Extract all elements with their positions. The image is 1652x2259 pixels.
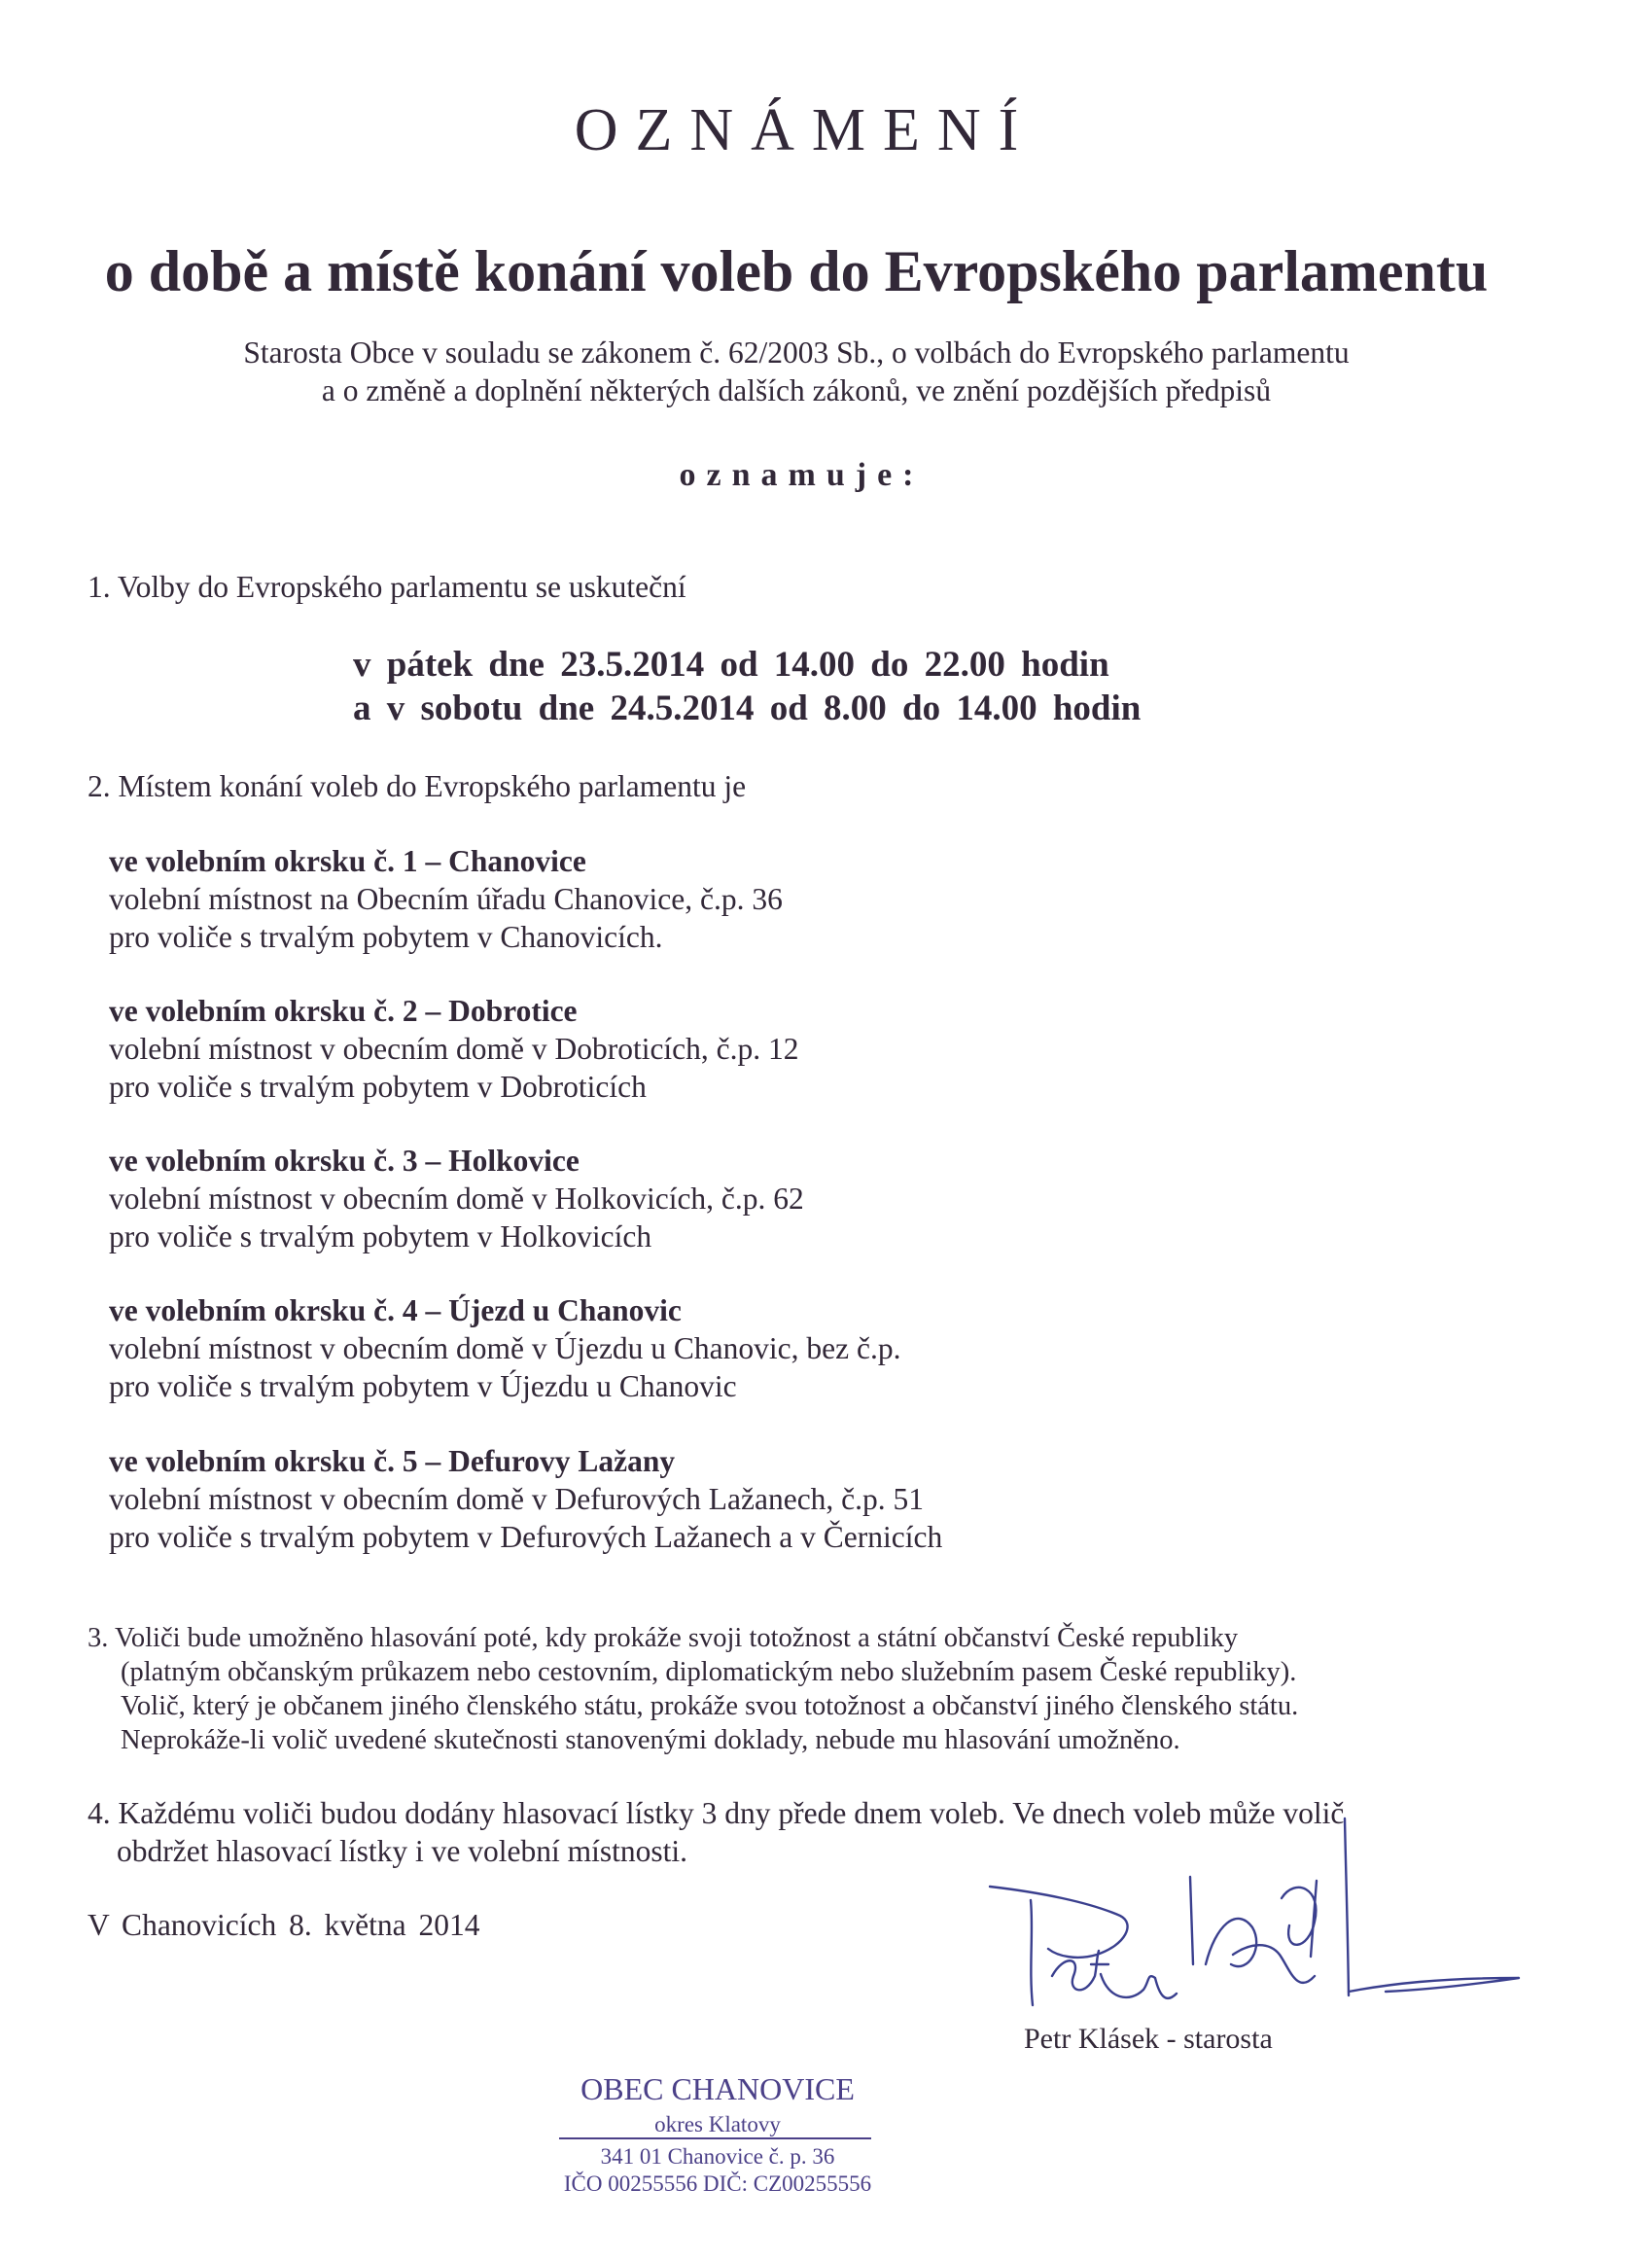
item-3-line: Volič, který je občanem jiného členského státu, prokáže svou totožnost a občanství jiného členského státu.	[121, 1691, 1299, 1721]
item-4-line: obdržet hlasovací lístky i ve volební místnosti.	[117, 1834, 688, 1868]
district-heading: ve volebním okrsku č. 3 – Holkovice	[109, 1144, 580, 1178]
item-3-line: Neprokáže-li volič uvedené skutečnosti stanovenými doklady, nebude mu hlasování umožněno.	[121, 1725, 1180, 1755]
election-date-line: a v sobotu dne 24.5.2014 od 8.00 do 14.00 hodin	[353, 688, 1142, 728]
district-voters: pro voliče s trvalým pobytem v Defurových Lažanech a v Černicích	[109, 1520, 943, 1554]
announcement-subtitle: o době a místě konání voleb do Evropského parlamentu	[104, 239, 1489, 303]
official-stamp	[523, 2062, 912, 2207]
stamp-divider	[559, 2137, 871, 2139]
election-dates	[353, 643, 1141, 730]
stamp-address: 341 01 Chanovice č. p. 36	[600, 2144, 835, 2169]
stamp-district: okres Klatovy	[654, 2112, 781, 2136]
district-voters: pro voliče s trvalým pobytem v Holkovicích	[109, 1219, 652, 1253]
item-3-paragraph	[88, 1621, 1298, 1757]
item-3-line: (platným občanským průkazem nebo cestovním, diplomatickým nebo služebním pasem České republiky).	[121, 1657, 1297, 1687]
district-block	[109, 992, 799, 1106]
item-3-line: 3. Voliči bude umožněno hlasování poté, kdy prokáže svoji totožnost a státní občanství České republiky	[88, 1623, 1239, 1653]
item-1-text: 1. Volby do Evropského parlamentu se uskuteční	[88, 570, 686, 604]
signature-image	[972, 1809, 1536, 2032]
district-heading: ve volebním okrsku č. 5 – Defurovy Lažany	[109, 1444, 676, 1478]
intro-line: a o změně a doplnění některých dalších zákonů, ve znění pozdějších předpisů	[321, 372, 1272, 407]
intro-paragraph	[0, 335, 1593, 409]
district-room: volební místnost v obecním domě v Újezdu u Chanovic, bez č.p.	[109, 1331, 901, 1365]
district-voters: pro voliče s trvalým pobytem v Dobroticích	[109, 1070, 647, 1104]
election-date-line: v pátek dne 23.5.2014 od 14.00 do 22.00 hodin	[353, 645, 1109, 685]
district-heading: ve volebním okrsku č. 1 – Chanovice	[109, 844, 586, 878]
district-block	[109, 1142, 804, 1255]
signatory-name: Petr Klásek - starosta	[1024, 2023, 1273, 2055]
stamp-ids: IČO 00255556 DIČ: CZ00255556	[563, 2171, 872, 2196]
announcement-title: OZNÁMENÍ	[574, 97, 1037, 163]
item-2-text: 2. Místem konání voleb do Evropského parlamentu je	[88, 769, 747, 803]
district-heading: ve volebním okrsku č. 2 – Dobrotice	[109, 994, 578, 1028]
district-block	[109, 842, 783, 956]
district-voters: pro voliče s trvalým pobytem v Chanovicích.	[109, 920, 663, 954]
district-room: volební místnost v obecním domě v Dobroticích, č.p. 12	[109, 1032, 799, 1066]
item-4-line: 4. Každému voliči budou dodány hlasovací lístky 3 dny přede dnem voleb. Ve dnech voleb může volič	[88, 1796, 1345, 1830]
district-room: volební místnost v obecním domě v Holkovicích, č.p. 62	[109, 1182, 804, 1216]
district-voters: pro voliče s trvalým pobytem v Újezdu u Chanovic	[109, 1369, 737, 1403]
district-heading: ve volebním okrsku č. 4 – Újezd u Chanovic	[109, 1293, 682, 1327]
district-block	[109, 1291, 900, 1405]
announce-verb: oznamuje:	[679, 457, 925, 493]
place-date: V Chanovicích 8. května 2014	[88, 1908, 480, 1942]
stamp-name: OBEC CHANOVICE	[580, 2071, 855, 2106]
intro-line: Starosta Obce v souladu se zákonem č. 62/2003 Sb., o volbách do Evropského parlamentu	[243, 335, 1350, 370]
district-room: volební místnost na Obecním úřadu Chanovice, č.p. 36	[109, 882, 783, 916]
district-block	[109, 1442, 942, 1556]
district-room: volební místnost v obecním domě v Defurových Lažanech, č.p. 51	[109, 1482, 925, 1516]
